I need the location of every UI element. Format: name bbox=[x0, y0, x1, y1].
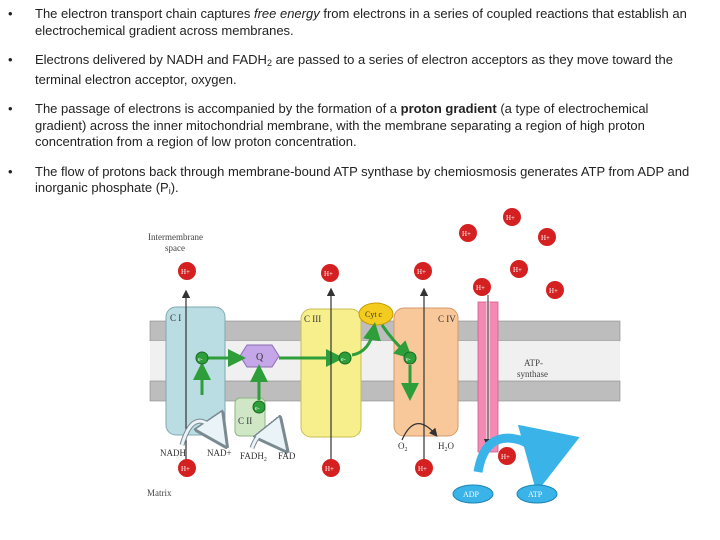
proton bbox=[415, 459, 433, 477]
electron bbox=[339, 352, 351, 364]
svg-text:H+: H+ bbox=[181, 268, 191, 276]
water-label: $H_2O$ bbox=[438, 441, 454, 453]
atp-label: ATP bbox=[528, 490, 543, 499]
proton bbox=[459, 224, 477, 242]
bullet-subscript: i bbox=[168, 186, 171, 196]
nadh-label: NADH bbox=[160, 448, 186, 458]
svg-text:H+: H+ bbox=[324, 270, 334, 278]
bullet-text: The passage of electrons is accompanied by the formation of a bbox=[35, 101, 401, 116]
electron bbox=[404, 352, 416, 364]
svg-text:H+: H+ bbox=[325, 465, 335, 473]
svg-text:e-: e- bbox=[198, 357, 203, 363]
proton bbox=[321, 264, 339, 282]
nad-label: NAD+ bbox=[207, 448, 232, 458]
proton bbox=[322, 459, 340, 477]
proton bbox=[546, 281, 564, 299]
complex-iv bbox=[394, 308, 458, 436]
intermembrane-label: Intermembrane bbox=[148, 232, 203, 242]
complex-i-label: C I bbox=[170, 313, 182, 323]
bullet-text: The flow of protons back through membrane-bound ATP synthase by chemiosmosis generates ATP from ADP and inorganic phosphate (P bbox=[35, 163, 690, 195]
intermembrane-label: space bbox=[165, 243, 185, 253]
bullet-dot: • bbox=[8, 6, 13, 21]
svg-text:H+: H+ bbox=[501, 453, 511, 461]
bullet-dot: • bbox=[8, 52, 13, 67]
oxygen-label: $O_2$ bbox=[398, 441, 408, 453]
bullet-text: (a type of electrochemical gradient) across the inner mitochondrial membrane, with the membrane separating a region of high proton concentration from a region of low proton concentration. bbox=[35, 101, 649, 149]
electron bbox=[196, 352, 208, 364]
bullet-text: Electrons delivered by NADH and FADH bbox=[35, 52, 267, 67]
svg-text:e-: e- bbox=[406, 357, 411, 363]
complex-iv-label: C IV bbox=[438, 314, 456, 324]
bullet-text: The electron transport chain captures bbox=[35, 6, 254, 21]
electron bbox=[253, 401, 265, 413]
proton bbox=[473, 278, 491, 296]
proton bbox=[178, 262, 196, 280]
fadh2-label: $FADH_2$ bbox=[240, 451, 267, 463]
svg-text:H+: H+ bbox=[506, 214, 516, 222]
svg-text:H+: H+ bbox=[549, 287, 559, 295]
bullet-dot: • bbox=[8, 163, 13, 179]
bullet-text: ). bbox=[170, 180, 179, 195]
cytochrome-c-label: Cyt c bbox=[365, 310, 383, 319]
bullet-text: from electrons in a series of coupled reactions that establish an electrochemical gradient across membranes. bbox=[35, 6, 687, 38]
svg-text:H+: H+ bbox=[476, 284, 486, 292]
matrix-label: Matrix bbox=[147, 488, 172, 498]
svg-text:H+: H+ bbox=[418, 465, 428, 473]
proton bbox=[178, 459, 196, 477]
complex-ii-label: C II bbox=[238, 416, 253, 426]
bullet-emphasis: free energy bbox=[253, 6, 320, 21]
svg-text:H+: H+ bbox=[181, 465, 191, 473]
fad-label: FAD bbox=[278, 451, 296, 461]
adp-label: ADP bbox=[463, 490, 480, 499]
svg-text:H+: H+ bbox=[541, 234, 551, 242]
proton bbox=[538, 228, 556, 246]
proton bbox=[498, 447, 516, 465]
svg-text:e-: e- bbox=[341, 357, 346, 363]
svg-text:e-: e- bbox=[255, 406, 260, 412]
bullet-strong: proton gradient bbox=[400, 101, 497, 116]
complex-i bbox=[166, 307, 225, 435]
atp-synthase-label: synthase bbox=[517, 369, 548, 379]
bullet-subscript: 2 bbox=[266, 58, 272, 68]
svg-text:H+: H+ bbox=[462, 230, 472, 238]
atp-synthase-label: ATP- bbox=[524, 358, 544, 368]
svg-text:H+: H+ bbox=[417, 268, 427, 276]
proton bbox=[510, 260, 528, 278]
proton bbox=[503, 208, 521, 226]
bullet-dot: • bbox=[8, 101, 13, 116]
bullet-text: are passed to a series of electron acceptors as they move toward the terminal electron acceptor, oxygen. bbox=[35, 52, 673, 87]
complex-iii-label: C III bbox=[304, 314, 322, 324]
ubiquinone-label: Q bbox=[256, 352, 264, 363]
proton bbox=[414, 262, 432, 280]
svg-text:H+: H+ bbox=[513, 266, 523, 274]
